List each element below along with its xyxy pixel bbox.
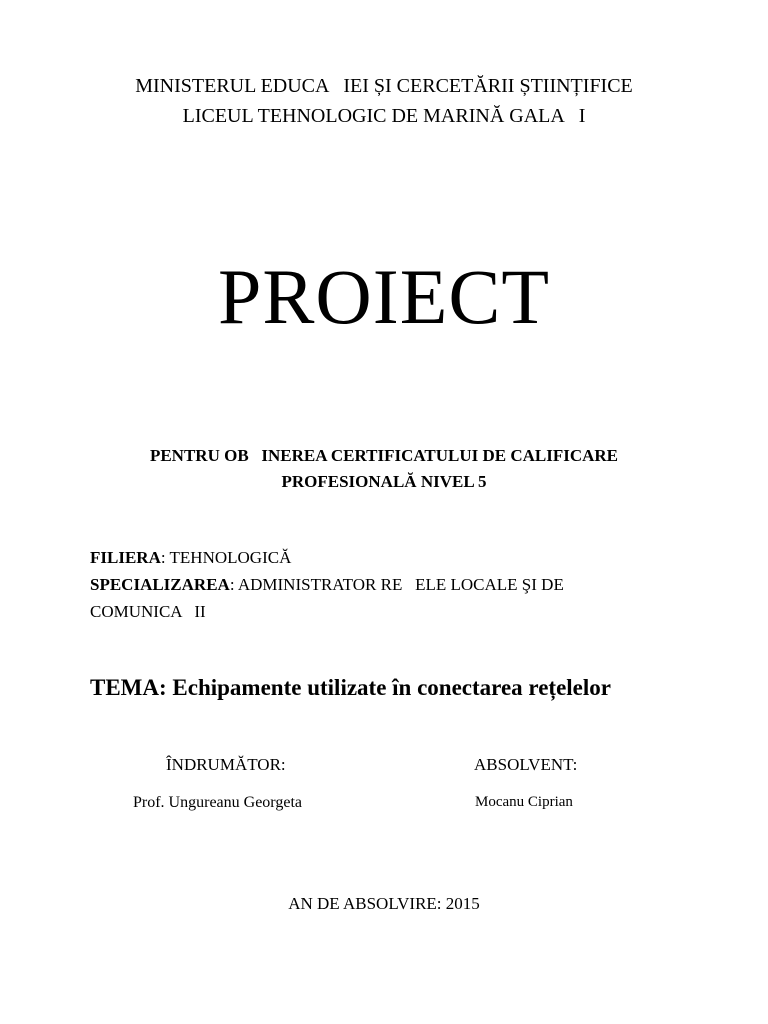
specializare-label: SPECIALIZAREA — [90, 575, 230, 594]
coordinator-label: ÎNDRUMĂTOR: — [166, 755, 286, 774]
ministry-heading: MINISTERUL EDUCA IEI ȘI CERCETĂRII ȘTIINȚIFICE — [135, 75, 633, 97]
specializare-row — [90, 575, 564, 595]
document-title: PROIECT — [217, 253, 551, 340]
graduate-label: ABSOLVENT: — [474, 755, 578, 774]
specializare-value-continued: COMUNICA II — [90, 602, 206, 621]
purpose-line-1: PENTRU OB INEREA CERTIFICATULUI DE CALIFICARE — [149, 446, 619, 465]
filiera-value: : TEHNOLOGICĂ — [160, 548, 292, 567]
filiera-row — [90, 548, 291, 568]
specializare-value: : ADMINISTRATOR RE ELE LOCALE ŞI DE — [229, 575, 564, 594]
coordinator-name: Prof. Ungureanu Georgeta — [133, 794, 302, 811]
filiera-label: FILIERA — [90, 548, 161, 567]
purpose-line-2: PROFESIONALĂ NIVEL 5 — [281, 472, 487, 491]
school-heading: LICEUL TEHNOLOGIC DE MARINĂ GALA I — [182, 105, 586, 127]
graduation-year: AN DE ABSOLVIRE: 2015 — [288, 894, 480, 913]
graduate-name: Mocanu Ciprian — [475, 794, 573, 810]
project-theme: TEMA: Echipamente utilizate în conectarea rețelelor — [90, 675, 611, 700]
